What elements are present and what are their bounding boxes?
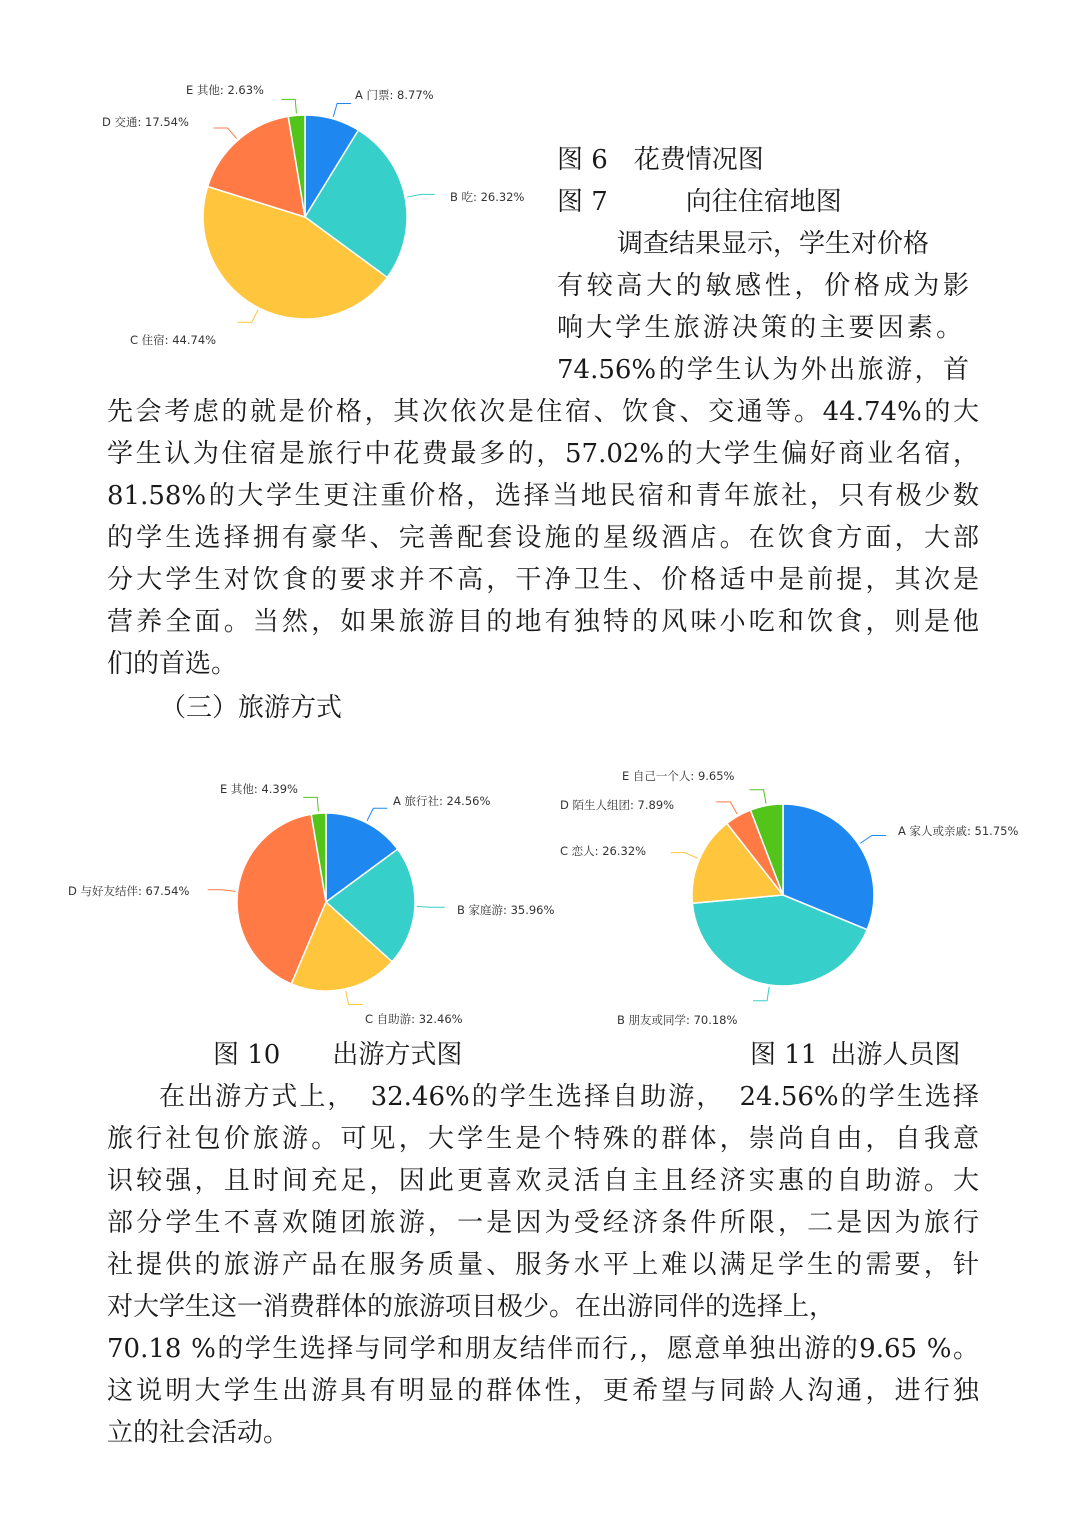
para1-line-1: 先会考虑的就是价格，其次依次是住宿、饮食、交通等。44.74%的大 (107, 397, 979, 427)
pie-chart-fig11 (555, 760, 1055, 1035)
fig10-label-d: D 与好友结伴: 67.54% (68, 884, 190, 898)
fig6-label-a: A 门票: 8.77% (355, 88, 434, 102)
para2-line-9: 立的社会活动。 (107, 1418, 290, 1448)
pie-svg-fig11 (555, 760, 1055, 1035)
fig11-leader-d (716, 802, 737, 814)
para1-line-6: 营养全面。当然，如果旅游目的地有独特的风味小吃和饮食，则是他 (107, 607, 979, 637)
para1-side-line-4: 74.56%的学生认为外出旅游，首 (557, 355, 969, 385)
caption-fig10: 图 10 出游方式图 (213, 1040, 463, 1070)
fig11-leader-a (860, 835, 886, 843)
para1-side-line-2: 有较高大的敏感性，价格成为影 (557, 271, 969, 301)
para1-line-4: 的学生选择拥有豪华、完善配套设施的星级酒店。在饮食方面，大部 (107, 523, 979, 553)
para2-line-8: 这说明大学生出游具有明显的群体性，更希望与同龄人沟通，进行独 (107, 1376, 979, 1406)
para1-side-line-1: 调查结果显示，学生对价格 (617, 229, 930, 259)
fig10-leader-d (208, 890, 236, 892)
fig10-leader-c (346, 991, 363, 1005)
caption-fig7: 图 7 向往住宿地图 (557, 187, 842, 217)
para2-line-1: 在出游方式上， 32.46%的学生选择自助游， 24.56%的学生选择 (159, 1082, 979, 1112)
fig6-label-e: E 其他: 2.63% (186, 83, 264, 97)
para2-line-7: 70.18 %的学生选择与同学和朋友结伴而行,，愿意单独出游的9.65 %。 (107, 1334, 979, 1364)
fig11-label-c: C 恋人: 26.32% (560, 844, 647, 858)
para2-line-2: 旅行社包价旅游。可见，大学生是个特殊的群体，崇尚自由，自我意 (107, 1124, 979, 1154)
fig11-label-e: E 自己一个人: 9.65% (622, 769, 735, 783)
fig6-leader-d (214, 128, 237, 139)
fig6-label-d: D 交通: 17.54% (102, 115, 189, 129)
para1-line-3: 81.58%的大学生更注重价格，选择当地民宿和青年旅社，只有极少数 (107, 481, 979, 511)
para2-line-5: 社提供的旅游产品在服务质量、服务水平上难以满足学生的需要，针 (107, 1250, 979, 1280)
fig11-label-d: D 陌生人组团: 7.89% (560, 798, 675, 812)
fig11-label-a: A 家人或亲戚: 51.75% (898, 824, 1019, 838)
fig10-label-a: A 旅行社: 24.56% (393, 794, 491, 808)
fig11-leader-e (750, 790, 767, 804)
para2-line-3: 识较强，且时间充足，因此更喜欢灵活自主且经济实惠的自助游。大 (107, 1166, 979, 1196)
fig6-leader-e (281, 99, 296, 113)
fig6-label-c: C 住宿: 44.74% (130, 333, 217, 347)
fig10-label-b: B 家庭游: 35.96% (457, 903, 555, 917)
fig10-label-e: E 其他: 4.39% (220, 782, 298, 796)
fig10-leader-b (417, 907, 445, 908)
pie-chart-fig10 (60, 770, 580, 1035)
fig6-label-b: B 吃: 26.32% (450, 190, 525, 204)
caption-fig11: 图 11 出游人员图 (750, 1040, 961, 1070)
fig6-leader-c (238, 310, 258, 322)
caption-fig6: 图 6 花费情况图 (557, 145, 764, 175)
para1-line-7: 们的首选。 (107, 649, 238, 679)
para2-line-6: 对大学生这一消费群体的旅游项目极少。在出游同伴的选择上， (107, 1292, 836, 1322)
para1-line-2: 学生认为住宿是旅行中花费最多的，57.02%的大学生偏好商业名宿， (107, 439, 979, 469)
section-heading-3: （三）旅游方式 (160, 693, 343, 723)
fig6-leader-a (333, 103, 351, 116)
fig10-leader-e (303, 797, 318, 811)
para1-line-5: 分大学生对饮食的要求并不高，干净卫生、价格适中是前提，其次是 (107, 565, 979, 595)
fig11-leader-c (671, 853, 698, 859)
fig10-leader-a (367, 808, 387, 820)
pie-svg-fig10 (60, 770, 580, 1035)
fig11-label-b: B 朋友或同学: 70.18% (617, 1013, 738, 1027)
fig11-leader-b (753, 987, 769, 1001)
pie-svg-fig6 (100, 80, 550, 350)
fig6-leader-b (407, 194, 435, 197)
para2-line-4: 部分学生不喜欢随团旅游，一是因为受经济条件所限，二是因为旅行 (107, 1208, 979, 1238)
para1-side-line-3: 响大学生旅游决策的主要因素。 (557, 313, 962, 343)
pie-chart-fig6 (100, 80, 550, 350)
fig10-label-c: C 自助游: 32.46% (365, 1012, 463, 1026)
